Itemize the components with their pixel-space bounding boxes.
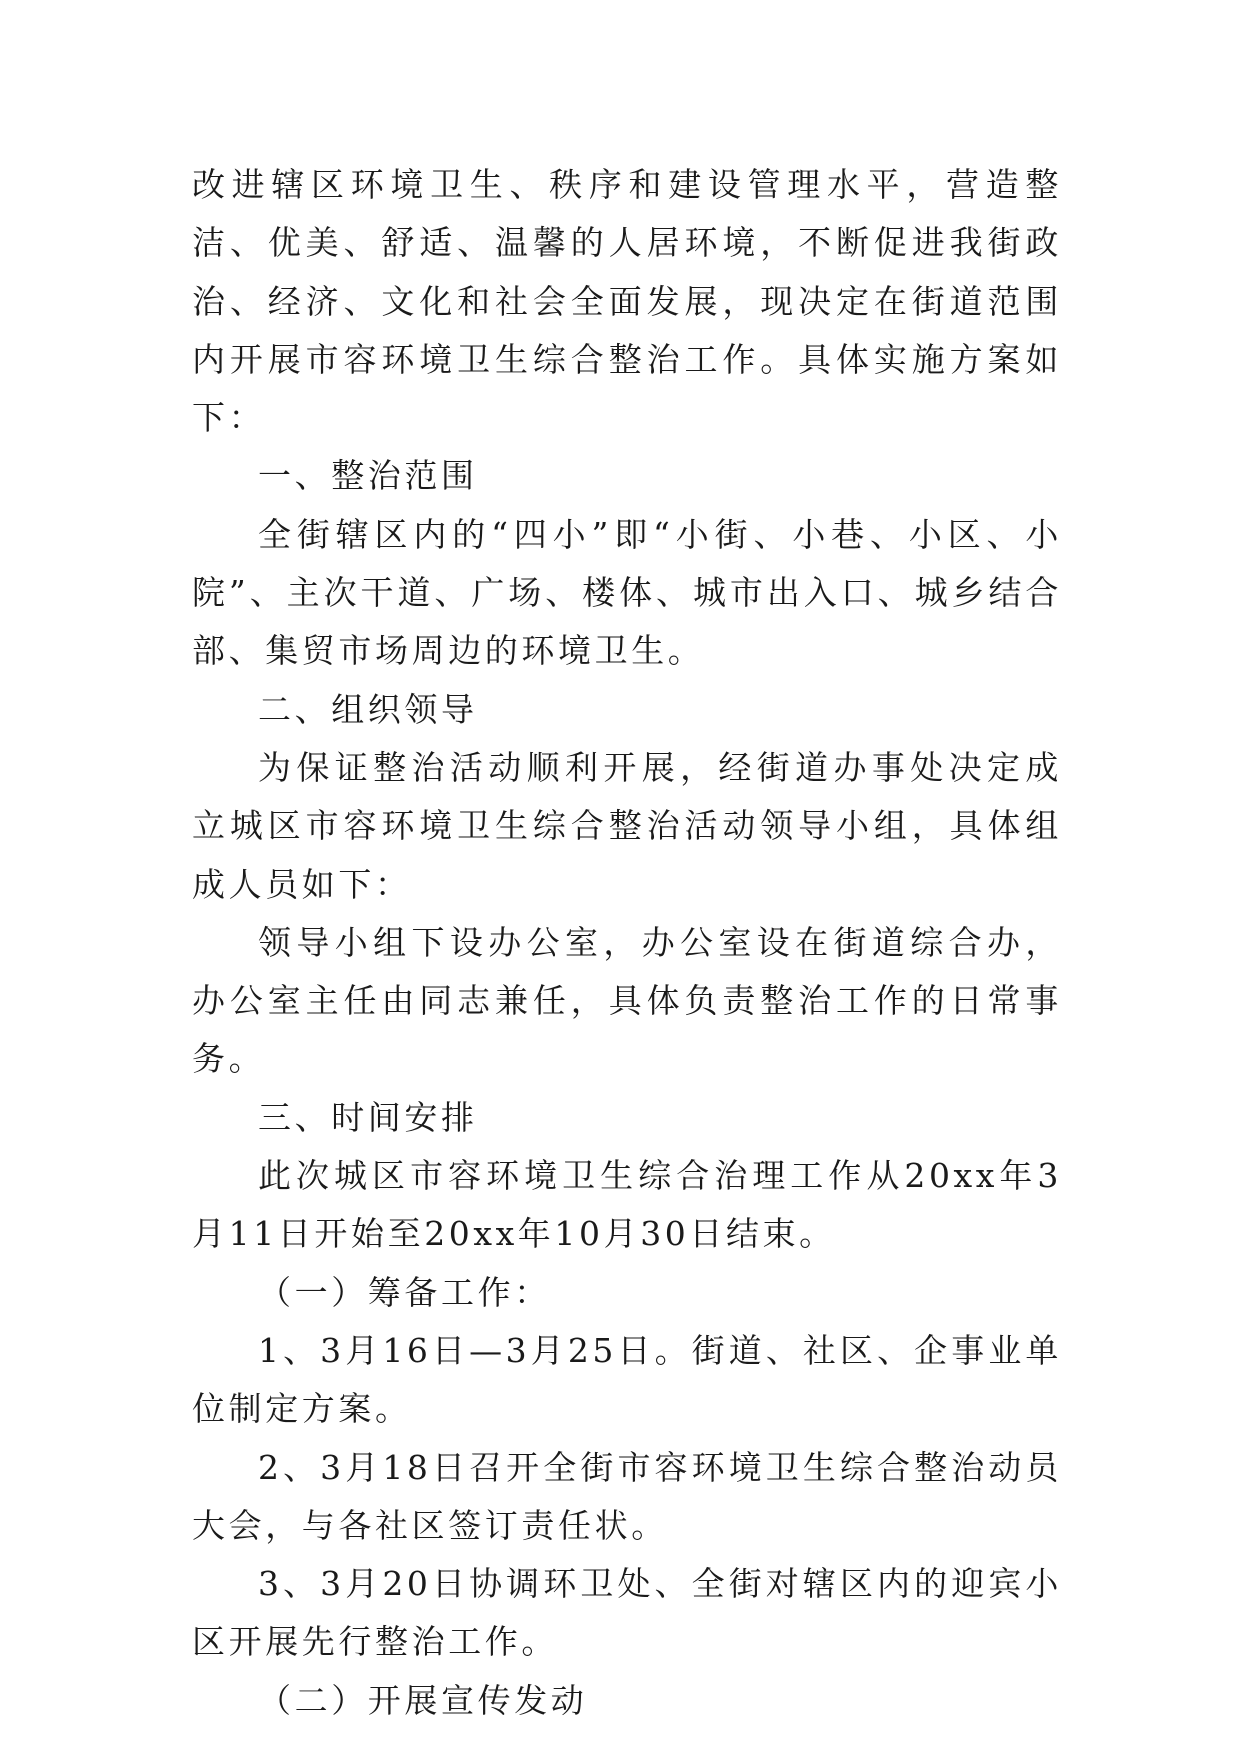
list-item: 3、3月20日协调环卫处、全街对辖区内的迎宾小区开展先行整治工作。: [192, 1564, 1062, 1662]
list-item: 2、3月18日召开全街市容环境卫生综合整治动员大会，与各社区签订责任状。: [192, 1447, 1062, 1545]
subsection-heading-publicity: （二）开展宣传发动: [258, 1680, 588, 1720]
section-heading-scope: 一、整治范围: [258, 456, 478, 496]
paragraph-schedule: 此次城区市容环境卫生综合治理工作从20xx年3月11日开始至20xx年10月30日结束。: [192, 1156, 1062, 1254]
paragraph-office: 领导小组下设办公室，办公室设在街道综合办，办公室主任由同志兼任，具体负责整治工作的日常事务。: [192, 922, 1062, 1079]
document-body: [192, 156, 1062, 1730]
list-item: 1、3月16日—3月25日。街道、社区、企事业单位制定方案。: [192, 1330, 1062, 1429]
paragraph-intro: 改进辖区环境卫生、秩序和建设管理水平，营造整洁、优美、舒适、温馨的人居环境，不断促进我街政治、经济、文化和社会全面发展，现决定在街道范围内开展市容环境卫生综合整治工作。具体实施方案如下：: [192, 165, 1062, 438]
paragraph-scope: 全街辖区内的“四小”即“小街、小巷、小区、小院”、主次干道、广场、楼体、城市出入口、城乡结合部、集贸市场周边的环境卫生。: [192, 514, 1062, 671]
subsection-heading-preparation: （一）筹备工作：: [258, 1272, 551, 1312]
paragraph-leadership: 为保证整治活动顺利开展，经街道办事处决定成立城区市容环境卫生综合整治活动领导小组，具体组成人员如下：: [192, 747, 1062, 904]
section-heading-schedule: 三、时间安排: [258, 1097, 478, 1137]
section-heading-leadership: 二、组织领导: [258, 689, 478, 729]
